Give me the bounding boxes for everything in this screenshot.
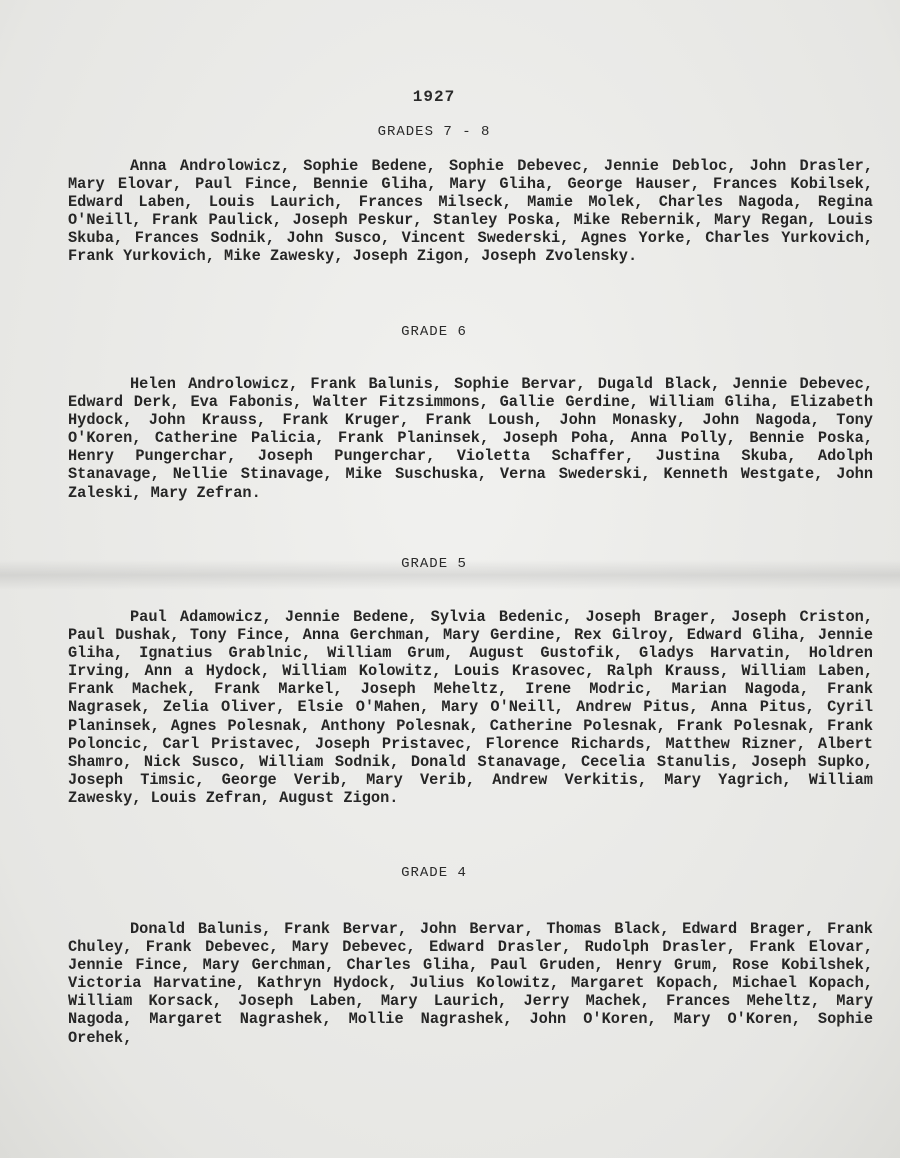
section-names-grades-7-8 <box>68 157 873 266</box>
page-title: 1927 <box>412 88 456 106</box>
section-heading-grade-5: GRADE 5 <box>401 556 467 572</box>
section-heading-grade-4: GRADE 4 <box>401 865 467 881</box>
section-names-grade-6 <box>68 375 873 502</box>
names-list: Anna Androlowicz, Sophie Bedene, Sophie Debevec, Jennie Debloc, John Drasler, Mary Elovar, Paul Fince, Bennie Gliha, Mary Gliha, George Hauser, Frances Kobilsek, Edward Laben, Louis Laurich, Frances Milseck, Mamie Molek, Charles Nagoda, Regina O'Neill, Frank Paulick, Joseph Peskur, Stanley Poska, Mike Rebernik, Mary Regan, Louis Skuba, Frances Sodnik, John Susco, Vincent Swederski, Agnes Yorke, Charles Yurkovich, Frank Yurkovich, Mike Zawesky, Joseph Zigon, Joseph Zvolensky. <box>68 157 873 266</box>
names-list: Donald Balunis, Frank Bervar, John Bervar, Thomas Black, Edward Brager, Frank Chuley, Frank Debevec, Mary Debevec, Edward Drasler, Rudolph Drasler, Frank Elovar, Jennie Fince, Mary Gerchman, Charles Gliha, Paul Gruden, Henry Grum, Rose Kobilshek, Victoria Harvatine, Kathryn Hydock, Julius Kolowitz, Margaret Kopach, Michael Kopach, William Korsack, Joseph Laben, Mary Laurich, Jerry Machek, Frances Meheltz, Mary Nagoda, Margaret Nagrashek, Mollie Nagrashek, John O'Koren, Mary O'Koren, Sophie Orehek, <box>68 920 873 1047</box>
section-names-grade-5 <box>68 608 873 807</box>
names-list: Helen Androlowicz, Frank Balunis, Sophie Bervar, Dugald Black, Jennie Debevec, Edward Derk, Eva Fabonis, Walter Fitzsimmons, Gallie Gerdine, William Gliha, Elizabeth Hydock, John Krauss, Frank Kruger, Frank Loush, John Monasky, John Nagoda, Tony O'Koren, Catherine Palicia, Frank Planinsek, Joseph Poha, Anna Polly, Bennie Poska, Henry Pungerchar, Joseph Pungerchar, Violetta Schaffer, Justina Skuba, Adolph Stanavage, Nellie Stinavage, Mike Suschuska, Verna Swederski, Kenneth Westgate, John Zaleski, Mary Zefran. <box>68 375 873 502</box>
section-heading-grades-7-8: GRADES 7 - 8 <box>377 124 491 140</box>
section-names-grade-4 <box>68 920 873 1047</box>
section-heading-grade-6: GRADE 6 <box>401 324 467 340</box>
names-list: Paul Adamowicz, Jennie Bedene, Sylvia Bedenic, Joseph Brager, Joseph Criston, Paul Dushak, Tony Fince, Anna Gerchman, Mary Gerdine, Rex Gilroy, Edward Gliha, Jennie Gliha, Ignatius Grablnic, William Grum, August Gustofik, Gladys Harvatin, Holdren Irving, Ann a Hydock, William Kolowitz, Louis Krasovec, Ralph Krauss, William Laben, Frank Machek, Frank Markel, Joseph Meheltz, Irene Modric, Marian Nagoda, Frank Nagrasek, Zelia Oliver, Elsie O'Mahen, Mary O'Neill, Andrew Pitus, Anna Pitus, Cyril Planinsek, Agnes Polesnak, Anthony Polesnak, Catherine Polesnak, Frank Polesnak, Frank Poloncic, Carl Pristavec, Joseph Pristavec, Florence Richards, Matthew Rizner, Albert Shamro, Nick Susco, William Sodnik, Donald Stanavage, Cecelia Stanulis, Joseph Supko, Joseph Timsic, George Verib, Mary Verib, Andrew Verkitis, Mary Yagrich, William Zawesky, Louis Zefran, August Zigon. <box>68 608 873 807</box>
